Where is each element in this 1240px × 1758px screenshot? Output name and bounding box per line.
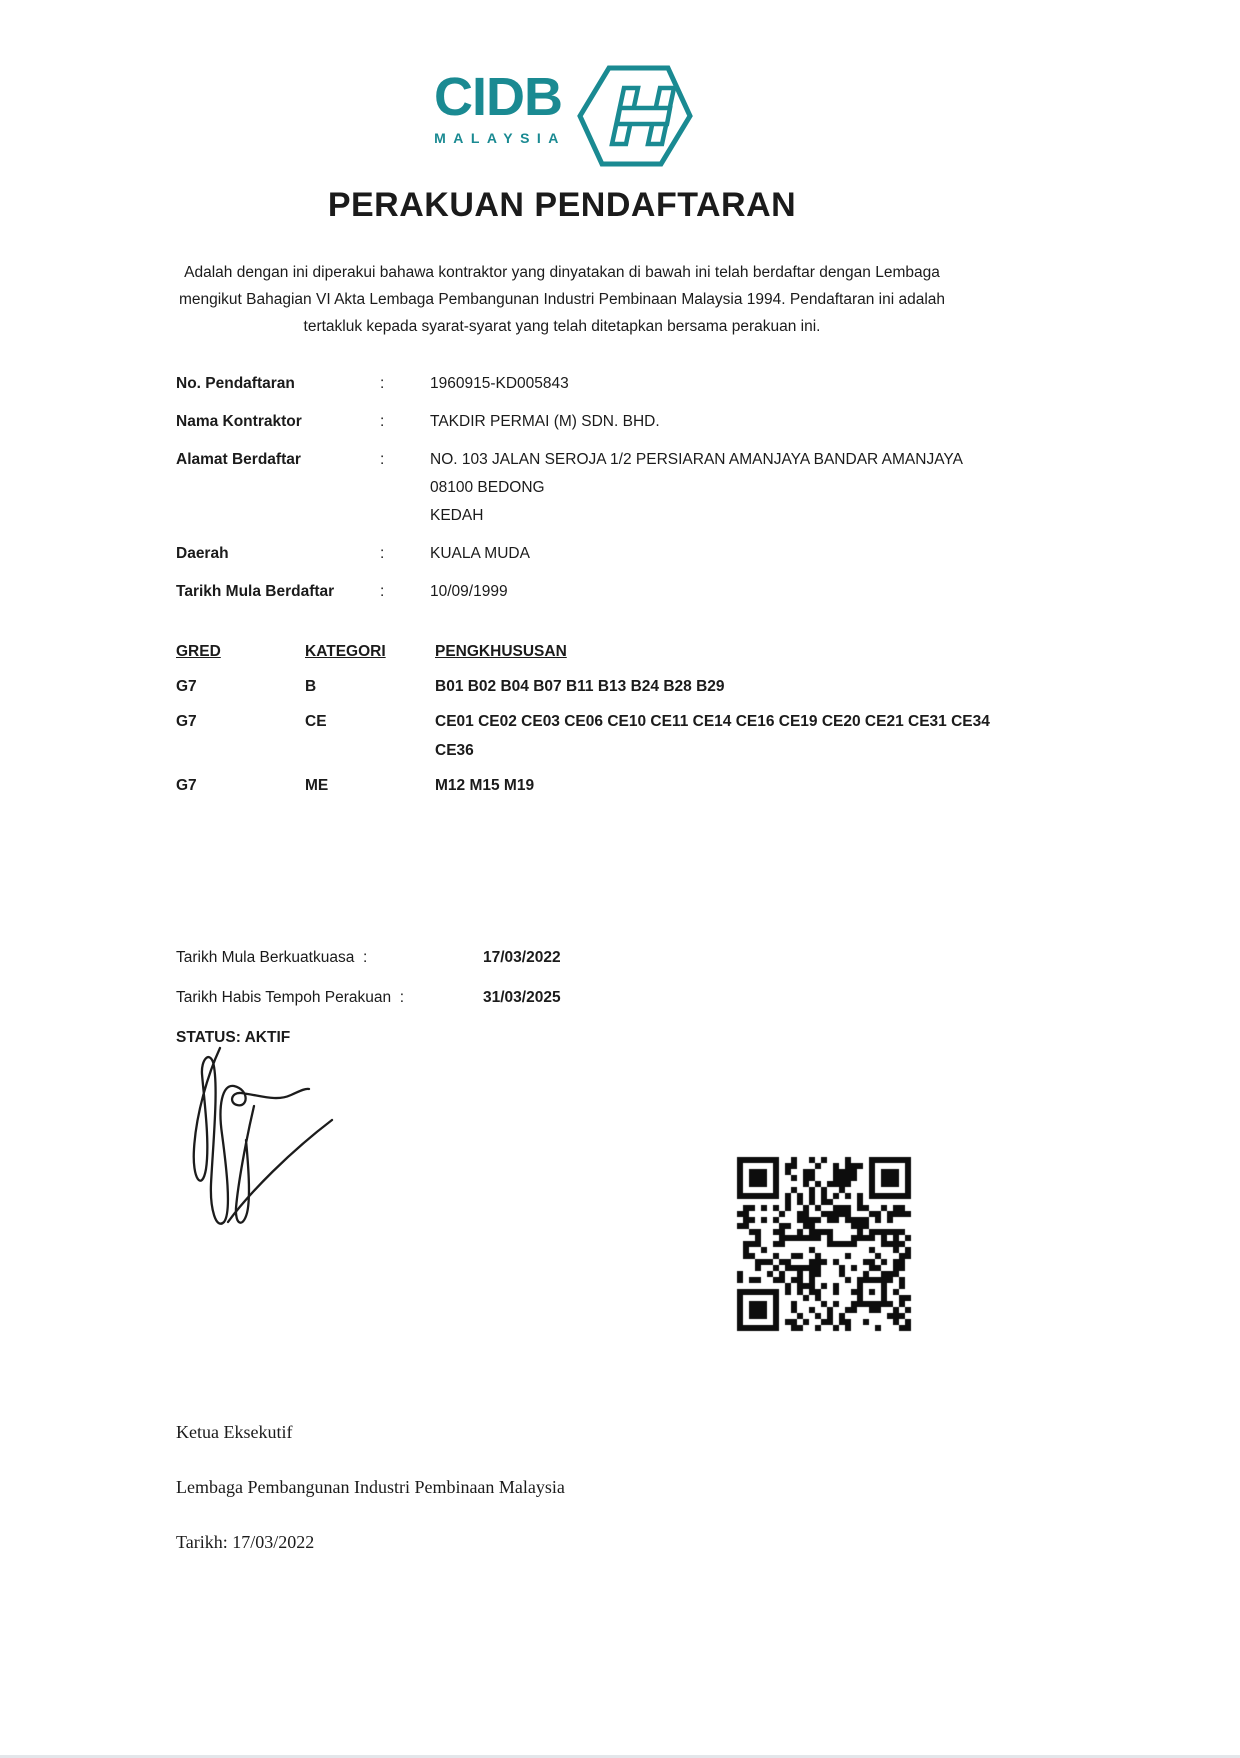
- cell-kategori: ME: [305, 777, 329, 794]
- cell-kategori: CE: [305, 713, 327, 730]
- field-value: 1960915-KD005843: [430, 375, 569, 392]
- field-value: [430, 446, 1240, 530]
- table-row: [176, 672, 1240, 701]
- field-row-no-pendaftaran: [176, 370, 1240, 398]
- validity-section: [176, 944, 1240, 1052]
- header-gred: GRED: [176, 643, 221, 660]
- cidb-hexagon-icon: [576, 64, 694, 173]
- validity-label-text: Tarikh Habis Tempoh Perakuan: [176, 989, 392, 1006]
- cidb-wordmark: [430, 67, 566, 146]
- field-colon: :: [380, 451, 385, 468]
- validity-label-text: Tarikh Mula Berkuatkuasa: [176, 949, 355, 966]
- validity-colon: :: [399, 989, 405, 1006]
- cell-kategori: B: [305, 678, 317, 695]
- signature-image: [158, 1044, 358, 1249]
- validity-value: 31/03/2025: [483, 989, 561, 1006]
- cell-pengkhususan: CE01 CE02 CE03 CE06 CE10 CE11 CE14 CE16 CE19 CE20 CE21 CE31 CE34 CE36: [435, 713, 990, 759]
- header-kategori: KATEGORI: [305, 643, 386, 660]
- field-row-daerah: [176, 540, 1240, 568]
- address-line-2: 08100 BEDONG: [430, 479, 545, 496]
- table-row: [176, 707, 1240, 765]
- field-value: 10/09/1999: [430, 583, 508, 600]
- cell-pengkhususan: M12 M15 M19: [435, 777, 535, 794]
- intro-paragraph: Adalah dengan ini diperakui bahawa kontraktor yang dinyatakan di bawah ini telah berdaftar dengan Lembaga mengikut Bahagian VI Akta Lembaga Pembangunan Industri Pembinaan Malaysia 1994. Pendaftaran ini adalah tertakluk kepada syarat-syarat yang telah ditetapkan bersama perakuan ini.: [178, 264, 946, 335]
- grade-category-table: [176, 637, 1240, 800]
- footer-signatory-block: [176, 1420, 565, 1585]
- field-label: Tarikh Mula Berdaftar: [176, 583, 335, 600]
- signatory-title: Ketua Eksekutif: [176, 1422, 293, 1442]
- cell-gred: G7: [176, 713, 197, 730]
- cell-pengkhususan: B01 B02 B04 B07 B11 B13 B24 B28 B29: [435, 678, 725, 695]
- address-line-1: NO. 103 JALAN SEROJA 1/2 PERSIARAN AMANJAYA BANDAR AMANJAYA: [430, 451, 963, 468]
- validity-label: [176, 944, 483, 972]
- field-row-tarikh-mula-berdaftar: [176, 578, 1240, 606]
- cell-gred: G7: [176, 678, 197, 695]
- table-row: [176, 771, 1240, 800]
- qr-code: [735, 1155, 913, 1333]
- field-label: No. Pendaftaran: [176, 375, 295, 392]
- field-colon: :: [380, 545, 385, 562]
- signatory-organization: Lembaga Pembangunan Industri Pembinaan Malaysia: [176, 1477, 565, 1497]
- validity-row-end: [176, 984, 1240, 1012]
- table-header-row: [176, 637, 1240, 666]
- cidb-country-text: MALAYSIA: [434, 130, 566, 146]
- header-pengkhususan: PENGKHUSUSAN: [435, 643, 567, 660]
- cell-gred: G7: [176, 777, 197, 794]
- validity-value: 17/03/2022: [483, 949, 561, 966]
- validity-row-start: [176, 944, 1240, 972]
- validity-label: [176, 984, 483, 1012]
- field-row-alamat-berdaftar: [176, 446, 1240, 530]
- field-colon: :: [380, 583, 385, 600]
- status-line: STATUS: AKTIF: [176, 1029, 291, 1046]
- certificate-header: [176, 58, 948, 340]
- field-colon: :: [380, 413, 385, 430]
- field-label: Alamat Berdaftar: [176, 451, 301, 468]
- validity-colon: :: [362, 949, 368, 966]
- certificate-title: PERAKUAN PENDAFTARAN: [327, 186, 797, 224]
- registration-fields: [176, 370, 1240, 606]
- field-label: Daerah: [176, 545, 229, 562]
- address-line-3: KEDAH: [430, 507, 484, 524]
- field-colon: :: [380, 375, 385, 392]
- field-value: KUALA MUDA: [430, 545, 530, 562]
- cidb-brand-text: CIDB: [433, 67, 562, 127]
- field-value: TAKDIR PERMAI (M) SDN. BHD.: [430, 413, 660, 430]
- signatory-date: Tarikh: 17/03/2022: [176, 1532, 315, 1552]
- field-row-nama-kontraktor: [176, 408, 1240, 436]
- cidb-logo: [176, 58, 948, 170]
- field-label: Nama Kontraktor: [176, 413, 302, 430]
